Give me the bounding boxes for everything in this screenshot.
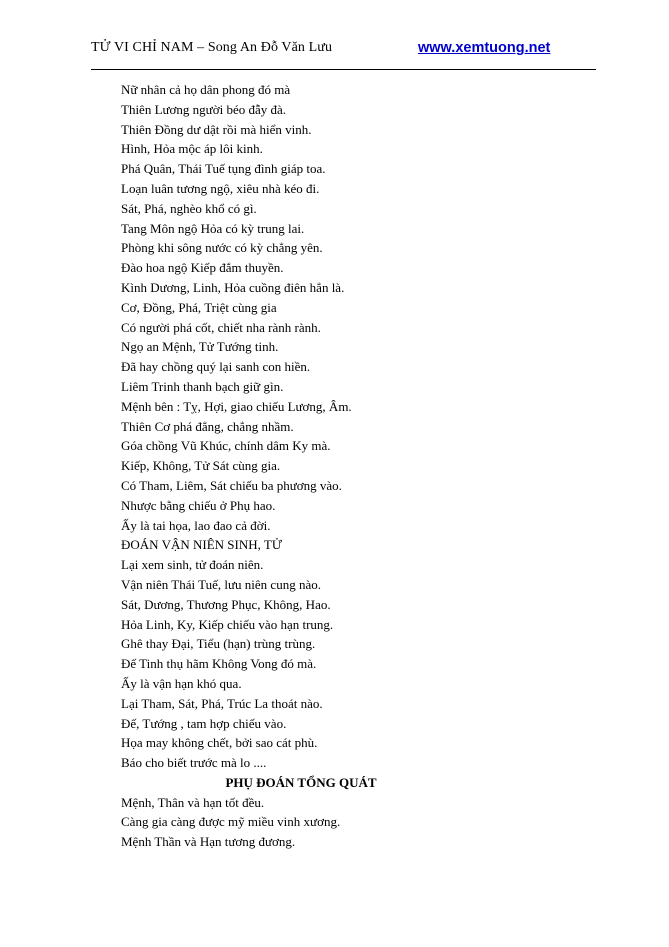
text-line: Lại Tham, Sát, Phá, Trúc La thoát nào. — [121, 695, 323, 711]
text-line: Phá Quân, Thái Tuế tụng đình giáp toa. — [121, 161, 326, 177]
text-line: Ấy là vận hạn khó qua. — [121, 675, 242, 691]
text-line: Đế Tinh thụ hãm Không Vong đó mà. — [121, 656, 317, 672]
text-line: Nữ nhân cả họ dân phong đó mà — [121, 82, 291, 97]
poem-body — [121, 80, 601, 852]
text-line: Sát, Phá, nghèo khổ có gì. — [121, 200, 257, 216]
text-line: Nhược bằng chiếu ở Phụ hao. — [121, 497, 276, 513]
text-line: Họa may không chết, bởi sao cát phù. — [121, 735, 318, 751]
text-line: Đế, Tướng , tam hợp chiếu vào. — [121, 715, 287, 731]
text-line: Tang Môn ngộ Hỏa có kỳ trung lai. — [121, 220, 305, 236]
text-line: Liêm Trinh thanh bạch giữ gìn. — [121, 378, 284, 394]
text-line: Góa chồng Vũ Khúc, chính dâm Ky mà. — [121, 438, 331, 454]
text-line: Vận niên Thái Tuế, lưu niên cung nào. — [121, 576, 321, 592]
text-line: Đã hay chồng quý lại sanh con hiền. — [121, 359, 311, 375]
text-line: Báo cho biết trước mà lo .... — [121, 755, 267, 771]
page-header — [0, 0, 669, 72]
text-line: Phòng khi sông nước có kỳ chẳng yên. — [121, 240, 323, 256]
text-line: Sát, Dương, Thương Phục, Không, Hao. — [121, 596, 331, 612]
section-heading: PHỤ ĐOÁN TỔNG QUÁT — [225, 774, 377, 790]
text-line: Mệnh, Thân và hạn tốt đều. — [121, 794, 265, 810]
text-line: Mệnh bên : Tỵ, Hợi, giao chiếu Lương, Âm. — [121, 398, 352, 414]
header-divider — [91, 69, 596, 70]
text-line: Kình Dương, Linh, Hỏa cuồng điên hẳn là. — [121, 279, 345, 295]
text-line: Hỏa Linh, Ky, Kiếp chiếu vào hạn trung. — [121, 616, 334, 632]
text-line: Hình, Hỏa mộc áp lôi kinh. — [121, 141, 263, 157]
text-line: Loạn luân tương ngộ, xiêu nhà kéo đi. — [121, 180, 320, 196]
text-line: Ghê thay Đại, Tiểu (hạn) trùng trùng. — [121, 636, 316, 652]
text-line: Lại xem sinh, tử đoán niên. — [121, 557, 264, 573]
text-line: Thiên Lương người béo đẫy đà. — [121, 101, 287, 117]
text-line: Ấy là tai họa, lao đao cả đời. — [121, 517, 271, 533]
text-line: Thiên Đồng dư dật rồi mà hiển vinh. — [121, 121, 312, 137]
text-line: Có người phá cốt, chiết nha rành rành. — [121, 319, 321, 335]
text-line: Càng gia càng được mỹ miều vinh xương. — [121, 814, 341, 830]
text-line: Mệnh Thần và Hạn tương đương. — [121, 834, 296, 850]
text-line: Cơ, Đồng, Phá, Triệt cùng gia — [121, 299, 277, 315]
website-link[interactable]: www.xemtuong.net — [418, 40, 551, 56]
text-line: Đào hoa ngộ Kiếp đắm thuyền. — [121, 260, 284, 276]
text-line: Kiếp, Không, Tử Sát cùng gia. — [121, 458, 281, 474]
section-subtitle: ĐOÁN VẬN NIÊN SINH, TỬ — [121, 537, 282, 553]
text-line: Có Tham, Liêm, Sát chiếu ba phương vào. — [121, 477, 342, 493]
text-line: Thiên Cơ phá đẳng, chẳng nhầm. — [121, 418, 294, 434]
text-line: Ngọ an Mệnh, Tử Tướng tinh. — [121, 339, 279, 355]
header-title: TỬ VI CHỈ NAM – Song An Đỗ Văn Lưu — [91, 40, 333, 55]
